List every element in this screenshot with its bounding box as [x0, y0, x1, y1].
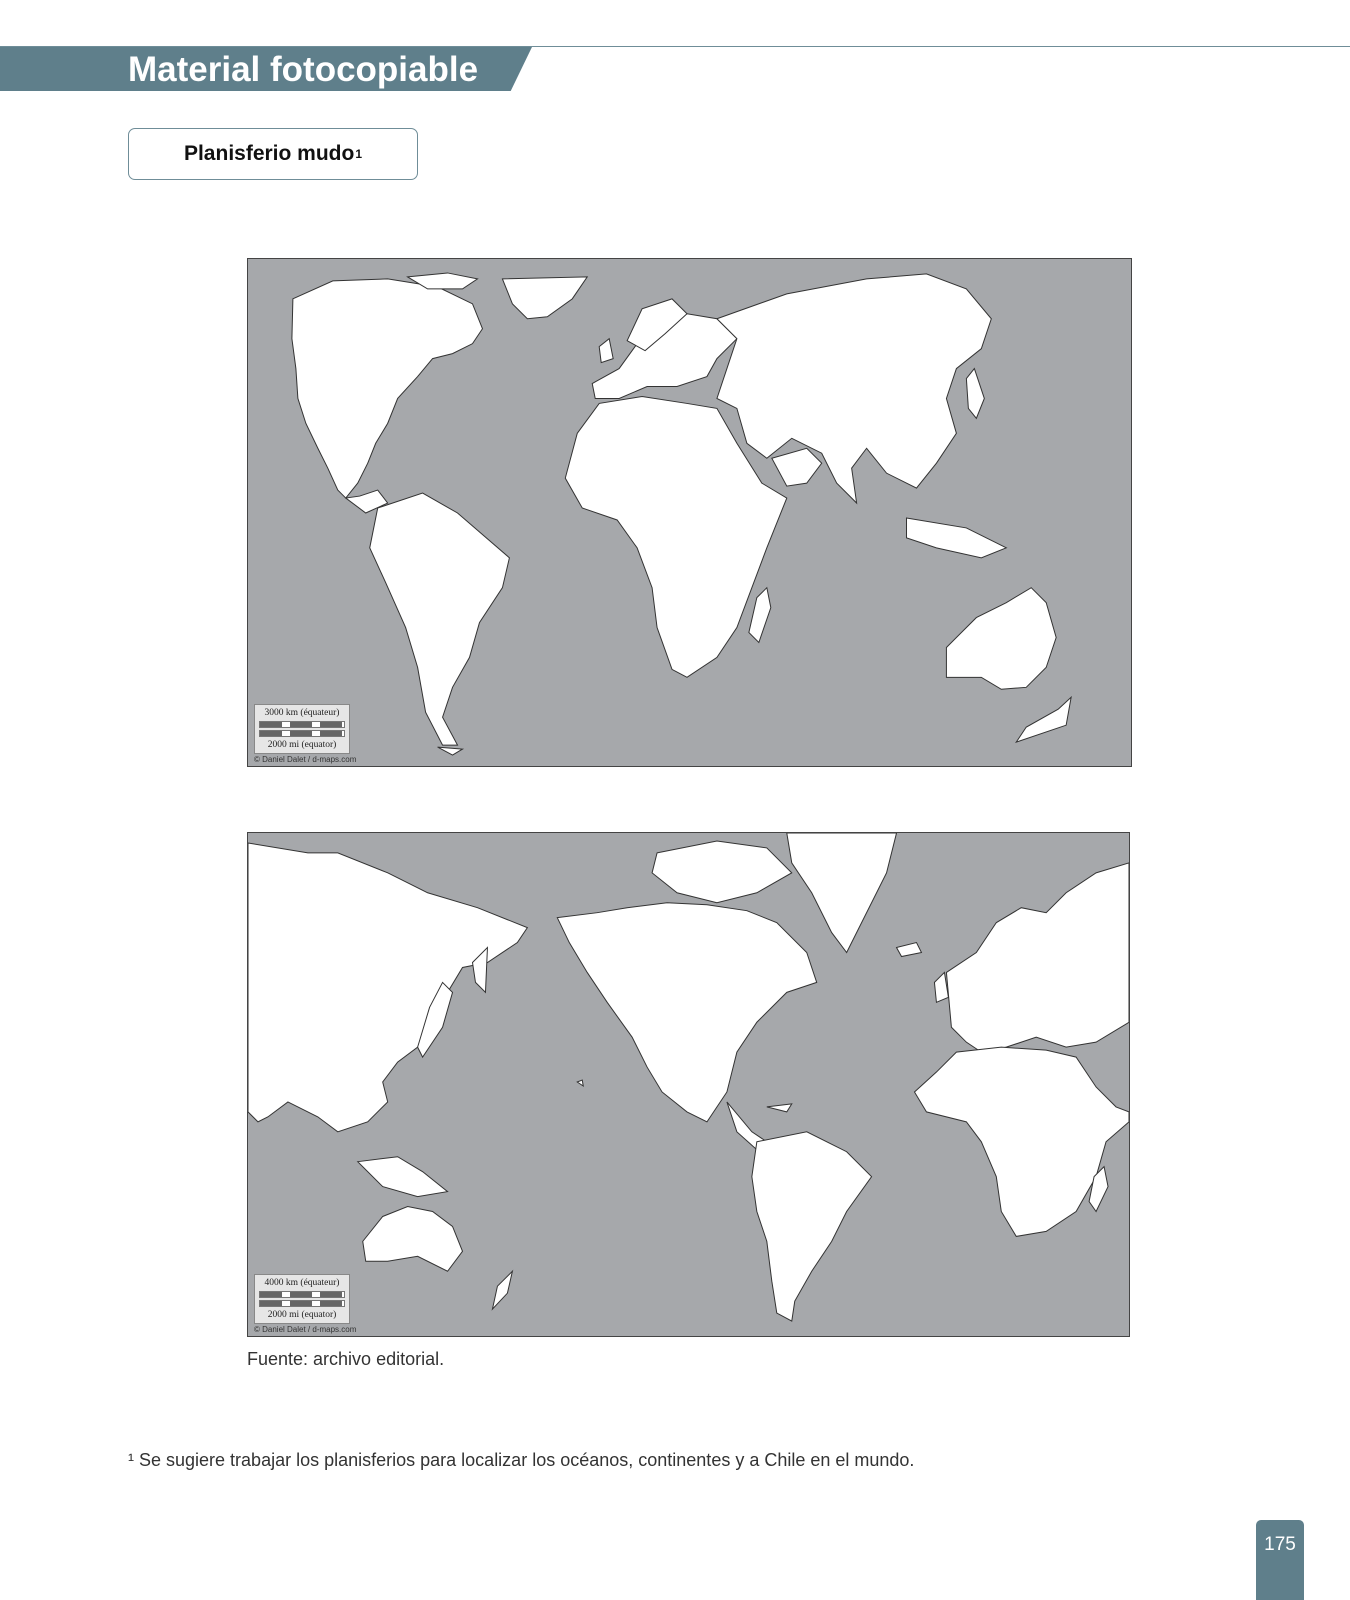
scale-km-label: 4000 km (équateur) — [264, 1278, 340, 1288]
map-credit: © Daniel Dalet / d-maps.com — [254, 1325, 357, 1334]
section-title: Planisferio mudo — [183, 142, 355, 165]
header-title: Material fotocopiable — [128, 50, 479, 89]
scale-mi-label: 2000 mi (equator) — [267, 740, 337, 750]
map-scale — [254, 704, 372, 764]
page-number-tab — [1256, 1520, 1304, 1600]
page-number: 175 — [1264, 1534, 1296, 1555]
scale-bar-km — [259, 1291, 345, 1298]
world-map-pacific-graphic — [248, 833, 1129, 1336]
scale-bar-mi — [259, 1300, 345, 1307]
footnote-marker: 1 — [355, 147, 363, 161]
footnote: ¹ Se sugiere trabajar los planisferios para localizar los océanos, continentes y a Chile en el mundo. — [128, 1450, 915, 1470]
scale-bar-km — [259, 721, 345, 728]
world-map-pacific — [247, 832, 1130, 1337]
header-rule — [0, 46, 1350, 47]
map-scale — [254, 1274, 372, 1334]
section-title-box — [128, 128, 418, 180]
scale-legend-box — [254, 1274, 350, 1324]
world-map-atlantic-graphic — [248, 259, 1131, 766]
source-caption: Fuente: archivo editorial. — [247, 1349, 445, 1369]
scale-bar-mi — [259, 730, 345, 737]
map-credit: © Daniel Dalet / d-maps.com — [254, 755, 357, 764]
scale-km-label: 3000 km (équateur) — [264, 708, 340, 718]
scale-legend-box — [254, 704, 350, 754]
world-map-atlantic — [247, 258, 1132, 767]
scale-mi-label: 2000 mi (equator) — [267, 1310, 337, 1320]
